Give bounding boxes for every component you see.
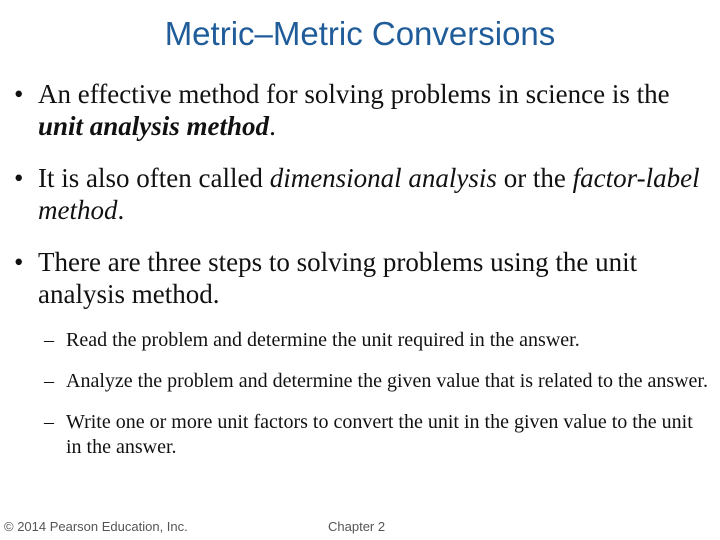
bullet-list bbox=[12, 78, 712, 476]
bullet-item-unit-analysis bbox=[12, 78, 712, 142]
dash-marker: – bbox=[44, 329, 54, 351]
emphasis-unit-analysis-method: unit analysis method bbox=[38, 111, 270, 141]
step-item-1 bbox=[12, 328, 712, 353]
bullet-marker: • bbox=[14, 163, 24, 193]
dash-marker: – bbox=[44, 370, 54, 392]
step-item-2 bbox=[12, 369, 712, 394]
bullet-text: An effective method for solving problems in science is the bbox=[38, 79, 670, 109]
emphasis-factor-label-method: factor-label method bbox=[38, 163, 700, 225]
bullet-marker: • bbox=[14, 79, 24, 109]
footer-chapter: Chapter 2 bbox=[328, 519, 386, 534]
footer-copyright: © 2014 Pearson Education, Inc. bbox=[4, 519, 188, 534]
bullet-marker: • bbox=[14, 247, 24, 277]
slide-title: Metric–Metric Conversions bbox=[164, 15, 556, 52]
step-item-3 bbox=[12, 410, 712, 460]
bullet-item-dimensional-analysis bbox=[12, 162, 712, 226]
step-text: Read the problem and determine the unit required in the answer. bbox=[66, 329, 580, 351]
bullet-text-mid: or the bbox=[496, 163, 573, 193]
dash-marker: – bbox=[44, 411, 54, 433]
step-text: Analyze the problem and determine the given value that is related to the answer. bbox=[66, 370, 708, 392]
step-text: Write one or more unit factors to convert the unit in the given value to the unit in the answer. bbox=[66, 411, 693, 458]
emphasis-dimensional-analysis: dimensional analysis bbox=[269, 163, 497, 193]
bullet-text-end: . bbox=[117, 195, 125, 225]
bullet-text-end: . bbox=[269, 111, 276, 141]
bullet-item-three-steps bbox=[12, 246, 712, 310]
bullet-text: There are three steps to solving problems using the unit analysis method. bbox=[38, 247, 638, 309]
bullet-text: It is also often called bbox=[38, 163, 270, 193]
